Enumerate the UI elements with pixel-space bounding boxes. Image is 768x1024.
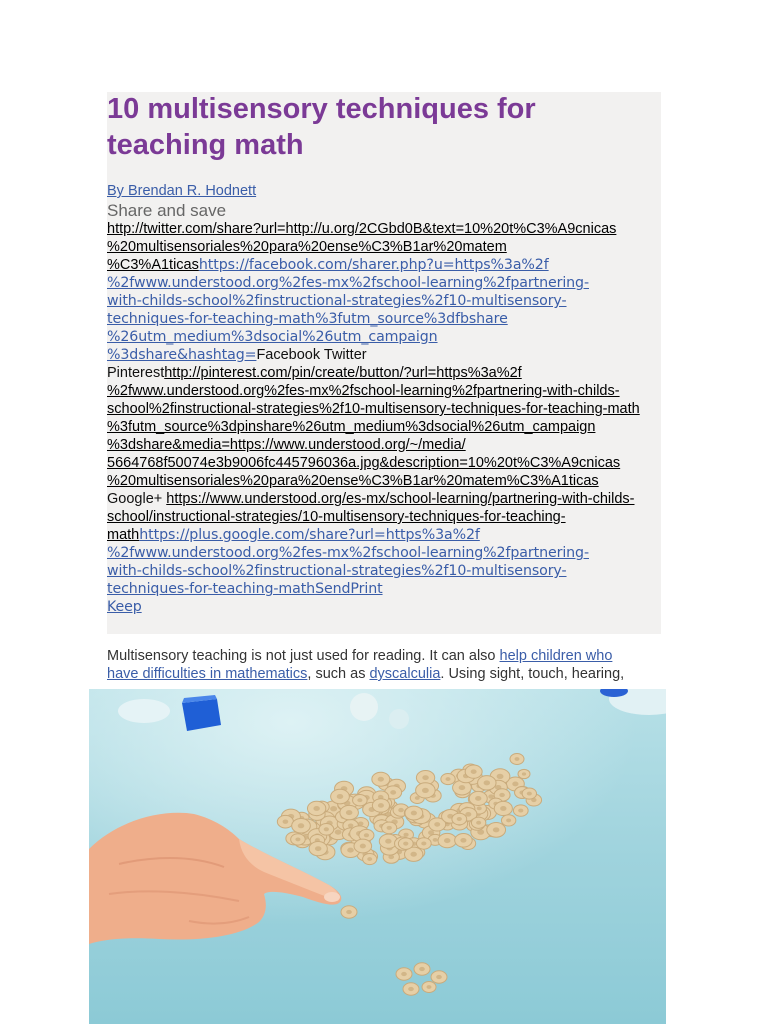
share-line <box>107 220 667 238</box>
cereal-ring <box>518 769 530 778</box>
cereal-ring <box>494 801 512 815</box>
share-link[interactable]: %20multisensoriales%20para%20ense%C3%B1ar%20matem <box>107 239 507 255</box>
cereal-ring <box>309 842 327 856</box>
share-line <box>107 238 667 256</box>
cereal-ring <box>354 839 372 853</box>
share-text: Facebook Twitter <box>256 347 367 363</box>
share-link[interactable]: http://twitter.com/share?url=http://u.org/2CGbd0B&text=10%20t%C3%A9cnicas <box>107 221 617 237</box>
share-link[interactable]: with-childs-school%2finstructional-strategies%2f10-multisensory- <box>107 563 567 579</box>
share-link[interactable]: %3dshare&media=https://www.understood.org/~/media/ <box>107 437 466 453</box>
share-and-save-label: Share and save <box>107 201 227 220</box>
cereal-ring <box>416 783 436 798</box>
cereal-ring <box>513 805 528 816</box>
cereal-ring <box>340 805 359 819</box>
share-link[interactable]: https://facebook.com/sharer.php?u=https%3a%2f <box>198 257 549 273</box>
share-link[interactable]: %26utm_medium%3dsocial%26utm_campaign <box>107 329 438 345</box>
cereal-ring <box>405 806 423 820</box>
share-link[interactable]: math <box>107 527 140 543</box>
cereal-ring <box>471 817 485 828</box>
cereal-ring <box>441 773 455 784</box>
share-link[interactable]: %2fwww.understood.org%2fes-mx%2fschool-learning%2fpartnering- <box>107 275 589 291</box>
author-link[interactable]: By Brendan R. Hodnett <box>107 183 257 199</box>
cereal-ring <box>452 813 467 825</box>
cereal-ring <box>372 772 390 786</box>
article-photo <box>89 689 666 1024</box>
blue-block <box>182 695 221 731</box>
share-link[interactable]: %3dshare&hashtag= <box>107 347 257 363</box>
cereal-ring <box>510 754 524 765</box>
share-link[interactable]: %20multisensoriales%20para%20ense%C3%B1ar%20matem%C3%A1ticas <box>107 473 599 489</box>
share-links-block <box>107 220 667 616</box>
share-link[interactable]: school/instructional-strategies/10-multisensory-techniques-for-teaching- <box>107 509 566 525</box>
share-line <box>107 562 667 580</box>
cereal-ring <box>341 906 357 918</box>
dyscalculia-link[interactable]: dyscalculia <box>369 666 441 682</box>
cereal-ring <box>501 815 515 826</box>
help-children-link-cont[interactable]: have difficulties in mathematics <box>107 666 308 682</box>
share-text: Google+ <box>107 491 167 507</box>
share-link[interactable]: %2fwww.understood.org%2fes-mx%2fschool-learning%2fpartnering- <box>107 545 589 561</box>
cereal-ring <box>307 801 325 815</box>
intro-text: , such as <box>307 666 370 682</box>
share-link[interactable]: techniques-for-teaching-mathSendPrint <box>107 581 383 597</box>
cereal-ring <box>522 788 536 799</box>
share-line <box>107 544 667 562</box>
cereal-ring <box>382 822 397 834</box>
share-link[interactable]: school%2finstructional-strategies%2f10-multisensory-techniques-for-teaching-math <box>107 401 640 417</box>
cereal-ring <box>465 765 482 778</box>
intro-text: . Using sight, touch, hearing, <box>440 666 625 682</box>
share-line <box>107 400 667 418</box>
cereal-ring <box>331 789 350 804</box>
share-line <box>107 274 667 292</box>
share-link[interactable]: techniques-for-teaching-math%3futm_source%3dfbshare <box>107 311 508 327</box>
share-link[interactable]: Keep <box>107 599 142 615</box>
share-line <box>107 526 667 544</box>
cereal-ring <box>414 963 430 975</box>
cereal-ring <box>372 799 389 812</box>
share-line <box>107 256 667 274</box>
article-title: 10 multisensory techniques for teaching math <box>107 93 536 161</box>
cereal-ring <box>403 983 419 995</box>
cereal-ring <box>277 815 293 828</box>
cereal-ring <box>487 823 506 838</box>
share-link[interactable]: %3futm_source%3dpinshare%26utm_medium%3dsocial%26utm_campaign <box>107 419 596 435</box>
share-link[interactable]: https://plus.google.com/share?url=https%3a%2f <box>139 527 480 543</box>
cereal-ring <box>455 833 473 847</box>
share-line <box>107 364 667 382</box>
share-line <box>107 346 667 364</box>
share-line <box>107 472 667 490</box>
share-line <box>107 580 667 598</box>
share-line <box>107 508 667 526</box>
share-line <box>107 436 667 454</box>
share-text: Pinterest <box>107 365 165 381</box>
share-link[interactable]: http://pinterest.com/pin/create/button/?url=https%3a%2f <box>164 365 522 381</box>
cereal-ring <box>478 776 496 790</box>
intro-text: teaching is not just used for reading. It can also <box>188 648 500 664</box>
share-link[interactable]: 5664768f50074e3b9006fc445796036a.jpg&description=10%20t%C3%A9cnicas <box>107 455 621 471</box>
share-line <box>107 328 667 346</box>
share-link[interactable]: %C3%A1ticas <box>107 257 199 273</box>
share-link[interactable]: with-childs-school%2finstructional-strategies%2f10-multisensory- <box>107 293 567 309</box>
intro-text: Multisensory <box>107 648 189 664</box>
cereal-ring <box>319 823 334 835</box>
cereal-ring <box>431 971 447 983</box>
cereal-ring <box>396 968 412 980</box>
share-line <box>107 418 667 436</box>
cereal-ring <box>353 795 368 806</box>
cereal-ring <box>292 819 311 834</box>
share-link[interactable]: https://www.understood.org/es-mx/school-learning/partnering-with-childs- <box>166 491 635 507</box>
cereal-ring <box>438 833 456 847</box>
cereal-ring <box>363 854 377 865</box>
share-link[interactable]: %2fwww.understood.org%2fes-mx%2fschool-learning%2fpartnering-with-childs- <box>107 383 620 399</box>
cereal-ring <box>416 838 431 849</box>
share-line <box>107 454 667 472</box>
cereal-ring <box>291 834 306 845</box>
intro-line-2 <box>107 665 667 683</box>
child-counting-cereal-image <box>89 689 666 1024</box>
cereal-ring <box>398 838 413 850</box>
cereal-ring <box>422 982 436 993</box>
share-line <box>107 382 667 400</box>
article-intro <box>107 647 667 683</box>
share-line <box>107 598 667 616</box>
share-line <box>107 490 667 508</box>
share-line <box>107 310 667 328</box>
help-children-link[interactable]: help children who <box>499 648 613 664</box>
cereal-ring <box>469 791 487 805</box>
intro-line-1 <box>107 647 667 665</box>
share-line <box>107 292 667 310</box>
